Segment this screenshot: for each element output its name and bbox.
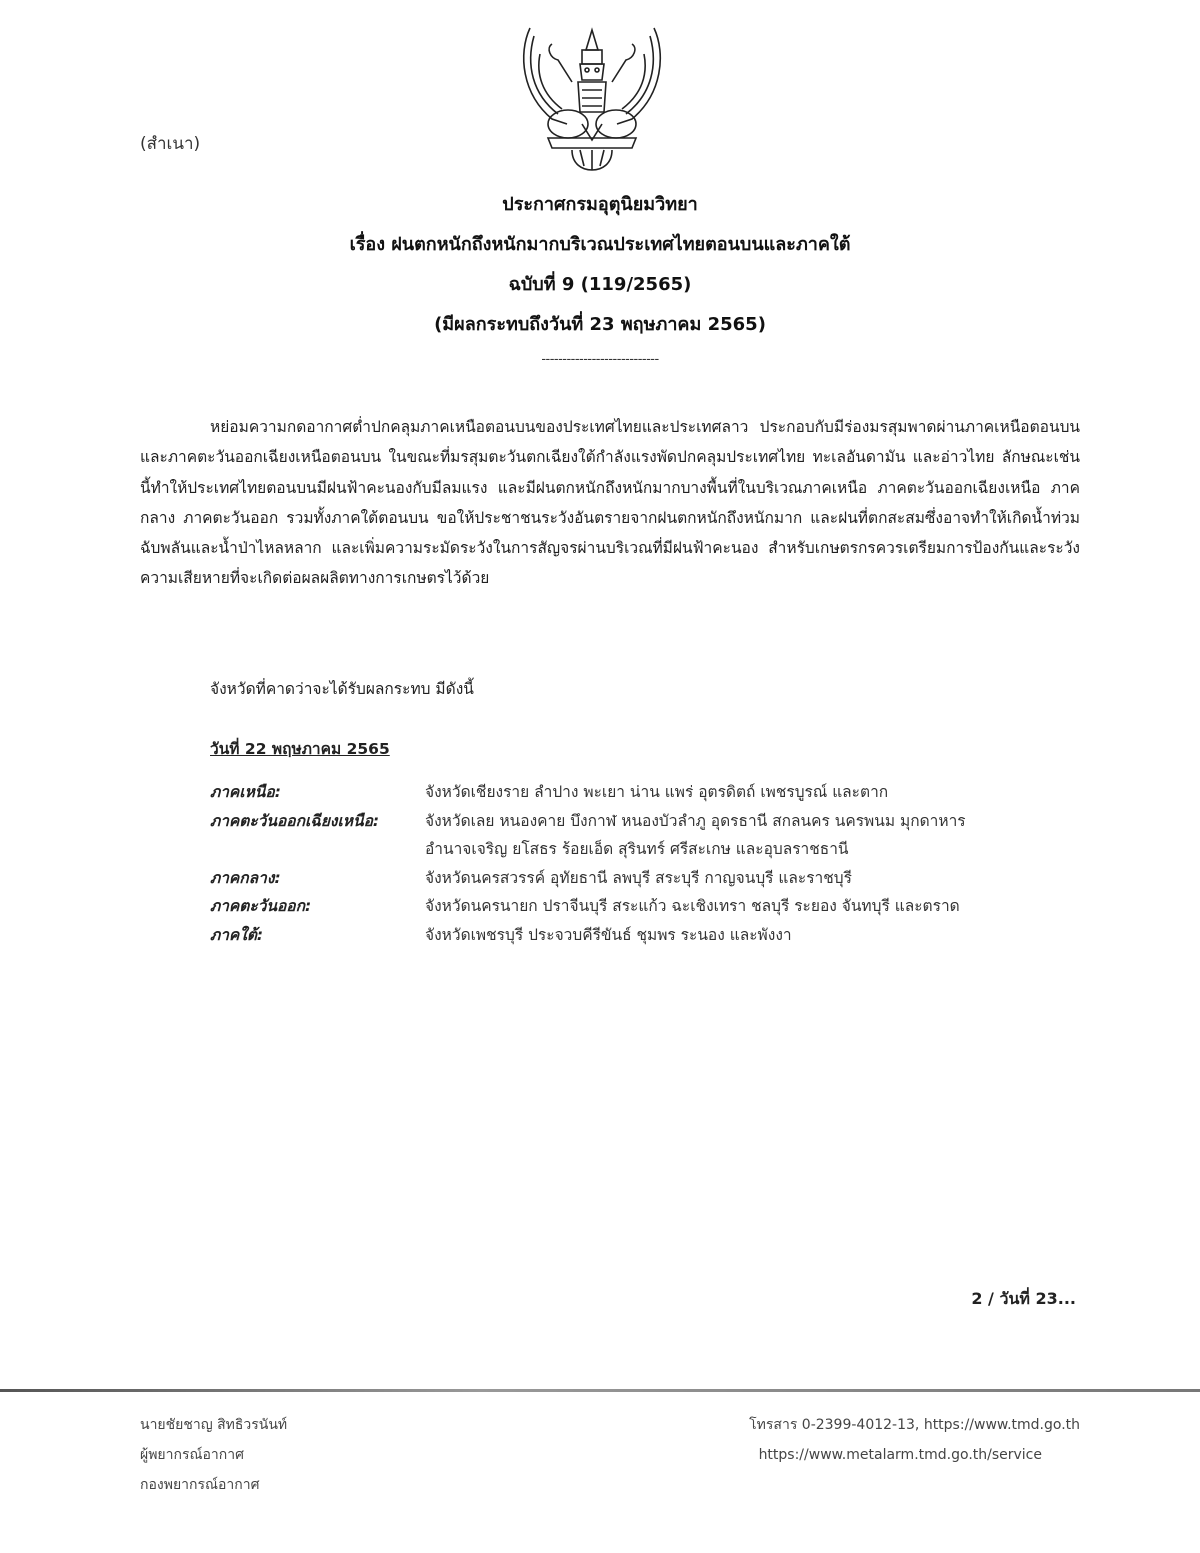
provinces-line: จังหวัดนครสวรรค์ อุทัยธานี ลพบุรี สระบุรี กาญจนบุรี และราชบุรี (425, 868, 852, 887)
region-provinces (425, 892, 960, 921)
body-text: หย่อมความกดอากาศต่ำปกคลุมภาคเหนือตอนบนของประเทศไทยและประเทศลาว ประกอบกับมีร่องมรสุมพาดผ่านภาคเหนือตอนบน และภาคตะวันออกเฉียงเหนือตอนบน ในขณะที่มรสุมตะวันตกเฉียงใต้กำลังแรงพัดปกคลุมประเทศไทย ทะเลอันดามัน และอ่าวไทย ลักษณะเช่นนี้ทำให้ประเทศไทยตอนบนมีฝนฟ้าคะนองกับมีลมแรง และมีฝนตกหนักถึงหนักมากบางพื้นที่ในบริเวณภาคเหนือ ภาคตะวันออกเฉียงเหนือ ภาคกลาง ภาคตะวันออก รวมทั้งภาคใต้ตอนบน ขอให้ประชาชนระวังอันตรายจากฝนตกหนักถึงหนักมาก และฝนที่ตกสะสมซึ่งอาจทำให้เกิดน้ำท่วมฉับพลันและน้ำป่าไหลหลาก และเพิ่มความระมัดระวังในการสัญจรผ่านบริเวณที่มีฝนฟ้าคะนอง สำหรับเกษตรกรควรเตรียมการป้องกันและระวังความเสียหายที่จะเกิดต่อผลผลิตทางการเกษตรไว้ด้วย (140, 418, 1080, 588)
contact-service-link[interactable]: https://www.metalarm.tmd.go.th/service (758, 1447, 1042, 1463)
region-list (210, 778, 1090, 949)
signer-division: กองพยากรณ์อากาศ (140, 1477, 260, 1493)
subject-title: เรื่อง ฝนตกหนักถึงหนักมากบริเวณประเทศไทยตอนบนและภาคใต้ (349, 234, 851, 255)
page-continue-note: 2 / วันที่ 23... (971, 1289, 1076, 1308)
region-row-central (210, 864, 1090, 893)
region-label: ภาคตะวันออกเฉียงเหนือ: (210, 811, 380, 830)
signer-name: นายชัยชาญ สิทธิวรนันท์ (140, 1417, 288, 1433)
provinces-line: อำนาจเจริญ ยโสธร ร้อยเอ็ด สุรินทร์ ศรีสะเกษ และอุบลราชธานี (425, 840, 849, 858)
region-label: ภาคใต้: (210, 925, 264, 944)
region-row-north (210, 778, 1090, 807)
announcement-title (0, 185, 1200, 375)
region-provinces (425, 778, 888, 807)
copy-mark: (สำเนา) (140, 134, 201, 154)
provinces-line: จังหวัดนครนายก ปราจีนบุรี สระแก้ว ฉะเชิงเทรา ชลบุรี ระยอง จันทบุรี และตราด (425, 897, 960, 915)
region-provinces (425, 921, 792, 950)
contact-fax-website: โทรสาร 0-2399-4012-13, https://www.tmd.go.th (749, 1417, 1080, 1433)
title-separator: ---------------------------- (541, 352, 659, 367)
region-provinces (425, 807, 966, 864)
provinces-line: จังหวัดเพชรบุรี ประจวบคีรีขันธ์ ชุมพร ระนอง และพังงา (425, 925, 792, 944)
region-row-south (210, 921, 1090, 950)
affected-provinces-intro: จังหวัดที่คาดว่าจะได้รับผลกระทบ มีดังนี้ (210, 680, 474, 698)
issue-number: ฉบับที่ 9 (119/2565) (508, 274, 692, 295)
body-paragraph (140, 412, 1080, 594)
region-provinces (425, 864, 852, 893)
provinces-line: จังหวัดเชียงราย ลำปาง พะเยา น่าน แพร่ อุตรดิตถ์ เพชรบูรณ์ และตาก (425, 783, 889, 801)
signer-position: ผู้พยากรณ์อากาศ (140, 1447, 244, 1463)
forecast-date-heading: วันที่ 22 พฤษภาคม 2565 (210, 740, 390, 758)
effective-date: (มีผลกระทบถึงวันที่ 23 พฤษภาคม 2565) (434, 314, 766, 335)
region-label: ภาคตะวันออก: (210, 897, 312, 915)
garuda-emblem-icon (512, 24, 672, 174)
signer-block (140, 1410, 287, 1500)
contact-block (700, 1410, 1080, 1470)
region-row-northeast (210, 807, 1090, 864)
region-label: ภาคเหนือ: (210, 783, 281, 801)
agency-title: ประกาศกรมอุตุนิยมวิทยา (502, 194, 698, 215)
provinces-line: จังหวัดเลย หนองคาย บึงกาฬ หนองบัวลำภู อุดรธานี สกลนคร นครพนม มุกดาหาร (425, 811, 966, 830)
region-label: ภาคกลาง: (210, 868, 281, 887)
region-row-east (210, 892, 1090, 921)
footer-divider (0, 1389, 1200, 1392)
